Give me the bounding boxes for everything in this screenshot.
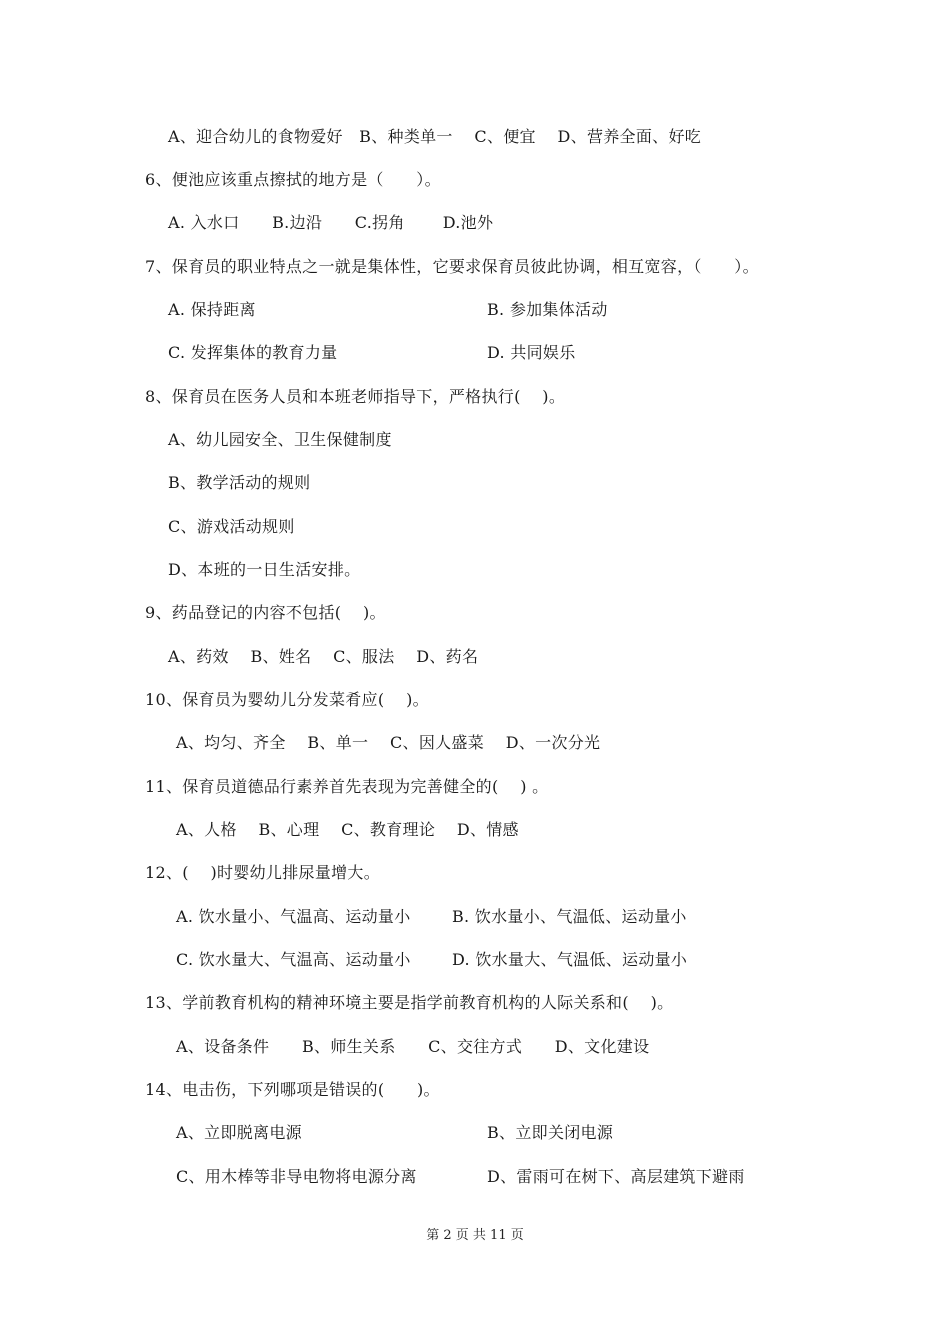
q9-stem: 9、药品登记的内容不包括( )。	[145, 603, 386, 622]
q9-options: A、药效 B、姓名 C、服法 D、药名	[168, 647, 479, 666]
q7-option-c: C. 发挥集体的教育力量	[168, 343, 338, 362]
q8-option-d: D、本班的一日生活安排。	[168, 560, 361, 579]
q13-options: A、设备条件 B、师生关系 C、交往方式 D、文化建设	[176, 1037, 650, 1056]
q8-stem: 8、保育员在医务人员和本班老师指导下，严格执行( )。	[145, 387, 566, 406]
q7-stem: 7、保育员的职业特点之一就是集体性，它要求保育员彼此协调，相互宽容，（ ）。	[145, 257, 759, 276]
q7-option-d: D. 共同娱乐	[487, 343, 576, 362]
q6-options: A. 入水口 B.边沿 C.拐角 D.池外	[168, 213, 494, 232]
q14-option-d: D、雷雨可在树下、高层建筑下避雨	[487, 1167, 745, 1186]
q8-option-a: A、幼儿园安全、卫生保健制度	[168, 430, 392, 449]
q12-option-d: D. 饮水量大、气温低、运动量小	[452, 950, 688, 969]
q12-stem: 12、( )时婴幼儿排尿量增大。	[145, 863, 381, 882]
q6-stem: 6、便池应该重点擦拭的地方是（ ）。	[145, 170, 441, 189]
q13-stem: 13、学前教育机构的精神环境主要是指学前教育机构的人际关系和( )。	[145, 993, 674, 1012]
q14-stem: 14、电击伤，下列哪项是错误的( )。	[145, 1080, 440, 1099]
q12-option-a: A. 饮水量小、气温高、运动量小	[176, 907, 411, 926]
q14-option-c: C、用木棒等非导电物将电源分离	[176, 1167, 417, 1186]
q14-option-b: B、立即关闭电源	[487, 1123, 614, 1142]
q8-option-c: C、游戏活动规则	[168, 517, 295, 536]
q11-stem: 11、保育员道德品行素养首先表现为完善健全的( ) 。	[145, 777, 549, 796]
q12-option-b: B. 饮水量小、气温低、运动量小	[452, 907, 687, 926]
q7-option-b: B. 参加集体活动	[487, 300, 608, 319]
q14-option-a: A、立即脱离电源	[176, 1123, 302, 1142]
q12-option-c: C. 饮水量大、气温高、运动量小	[176, 950, 411, 969]
q11-options: A、人格 B、心理 C、教育理论 D、情感	[176, 820, 519, 839]
q8-option-b: B、教学活动的规则	[168, 473, 311, 492]
q10-options: A、均匀、齐全 B、单一 C、因人盛菜 D、一次分光	[176, 733, 601, 752]
q7-option-a: A. 保持距离	[168, 300, 256, 319]
q10-stem: 10、保育员为婴幼儿分发菜肴应( )。	[145, 690, 429, 709]
page-footer: 第 2 页 共 11 页	[426, 1228, 524, 1243]
q5-options: A、迎合幼儿的食物爱好 B、种类单一 C、便宜 D、营养全面、好吃	[168, 127, 702, 146]
